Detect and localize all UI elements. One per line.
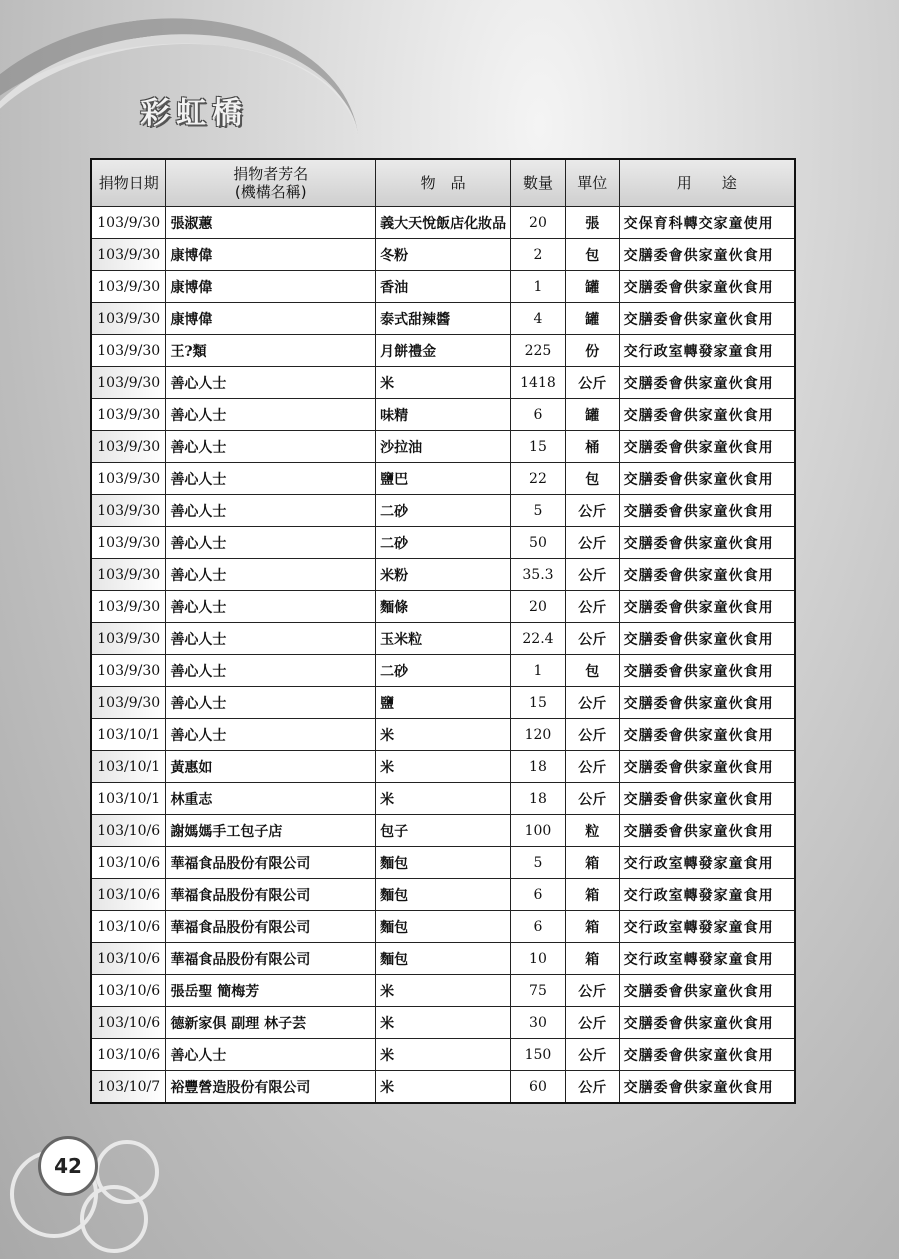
cell-item: 米 — [376, 367, 511, 399]
cell-item: 米粉 — [376, 559, 511, 591]
cell-qty: 1 — [511, 655, 566, 687]
cell-qty: 20 — [511, 207, 566, 239]
table-row — [91, 303, 795, 335]
cell-donor: 善心人士 — [166, 367, 376, 399]
table-row — [91, 623, 795, 655]
cell-donor: 康博偉 — [166, 239, 376, 271]
table-row — [91, 367, 795, 399]
cell-unit: 公斤 — [565, 591, 619, 623]
cell-item: 麵包 — [376, 943, 511, 975]
cell-unit: 公斤 — [565, 1071, 619, 1104]
cell-use: 交行政室轉發家童食用 — [619, 943, 795, 975]
cell-qty: 15 — [511, 431, 566, 463]
cell-date: 103/9/30 — [91, 303, 166, 335]
cell-item: 冬粉 — [376, 239, 511, 271]
cell-qty: 35.3 — [511, 559, 566, 591]
cell-use: 交膳委會供家童伙食用 — [619, 719, 795, 751]
cell-unit: 公斤 — [565, 719, 619, 751]
cell-use: 交膳委會供家童伙食用 — [619, 463, 795, 495]
cell-qty: 22.4 — [511, 623, 566, 655]
table-row — [91, 399, 795, 431]
cell-qty: 10 — [511, 943, 566, 975]
cell-qty: 5 — [511, 847, 566, 879]
cell-date: 103/10/6 — [91, 975, 166, 1007]
cell-unit: 公斤 — [565, 751, 619, 783]
cell-unit: 公斤 — [565, 495, 619, 527]
cell-qty: 225 — [511, 335, 566, 367]
cell-use: 交膳委會供家童伙食用 — [619, 399, 795, 431]
cell-unit: 份 — [565, 335, 619, 367]
cell-unit: 公斤 — [565, 1039, 619, 1071]
cell-use: 交膳委會供家童伙食用 — [619, 1071, 795, 1104]
cell-use: 交行政室轉發家童食用 — [619, 911, 795, 943]
cell-item: 米 — [376, 1039, 511, 1071]
cell-qty: 20 — [511, 591, 566, 623]
cell-item: 麵包 — [376, 879, 511, 911]
cell-use: 交膳委會供家童伙食用 — [619, 687, 795, 719]
cell-date: 103/9/30 — [91, 463, 166, 495]
cell-donor: 善心人士 — [166, 1039, 376, 1071]
cell-item: 麵包 — [376, 847, 511, 879]
cell-item: 玉米粒 — [376, 623, 511, 655]
cell-use: 交膳委會供家童伙食用 — [619, 367, 795, 399]
cell-item: 米 — [376, 751, 511, 783]
cell-unit: 公斤 — [565, 687, 619, 719]
cell-unit: 公斤 — [565, 623, 619, 655]
cell-item: 香油 — [376, 271, 511, 303]
cell-qty: 6 — [511, 911, 566, 943]
cell-unit: 公斤 — [565, 559, 619, 591]
cell-item: 泰式甜辣醬 — [376, 303, 511, 335]
cell-donor: 黃惠如 — [166, 751, 376, 783]
cell-donor: 善心人士 — [166, 719, 376, 751]
cell-donor: 善心人士 — [166, 399, 376, 431]
cell-date: 103/10/6 — [91, 1039, 166, 1071]
cell-date: 103/10/1 — [91, 783, 166, 815]
cell-donor: 善心人士 — [166, 527, 376, 559]
cell-item: 二砂 — [376, 655, 511, 687]
cell-donor: 康博偉 — [166, 303, 376, 335]
cell-item: 義大天悅飯店化妝品 — [376, 207, 511, 239]
cell-use: 交膳委會供家童伙食用 — [619, 495, 795, 527]
header-donor-line1: 捐物者芳名 — [233, 165, 309, 183]
table-row — [91, 719, 795, 751]
cell-item: 月餅禮金 — [376, 335, 511, 367]
cell-use: 交膳委會供家童伙食用 — [619, 783, 795, 815]
cell-date: 103/9/30 — [91, 559, 166, 591]
cell-unit: 箱 — [565, 943, 619, 975]
cell-qty: 5 — [511, 495, 566, 527]
header-date: 捐物日期 — [91, 159, 166, 207]
cell-date: 103/9/30 — [91, 495, 166, 527]
header-item: 物 品 — [376, 159, 511, 207]
cell-donor: 善心人士 — [166, 655, 376, 687]
cell-unit: 罐 — [565, 399, 619, 431]
cell-date: 103/9/30 — [91, 623, 166, 655]
table-row — [91, 687, 795, 719]
cell-date: 103/9/30 — [91, 239, 166, 271]
cell-donor: 善心人士 — [166, 495, 376, 527]
cell-use: 交膳委會供家童伙食用 — [619, 655, 795, 687]
cell-use: 交膳委會供家童伙食用 — [619, 559, 795, 591]
cell-donor: 善心人士 — [166, 687, 376, 719]
cell-use: 交行政室轉發家童食用 — [619, 847, 795, 879]
cell-qty: 50 — [511, 527, 566, 559]
table-row — [91, 815, 795, 847]
cell-unit: 公斤 — [565, 367, 619, 399]
cell-use: 交膳委會供家童伙食用 — [619, 591, 795, 623]
cell-unit: 罐 — [565, 271, 619, 303]
cell-item: 鹽 — [376, 687, 511, 719]
header-qty: 數量 — [511, 159, 566, 207]
cell-use: 交膳委會供家童伙食用 — [619, 271, 795, 303]
cell-use: 交行政室轉發家童食用 — [619, 879, 795, 911]
cell-use: 交行政室轉發家童食用 — [619, 335, 795, 367]
table-row — [91, 431, 795, 463]
cell-date: 103/10/1 — [91, 719, 166, 751]
cell-item: 沙拉油 — [376, 431, 511, 463]
cell-unit: 公斤 — [565, 527, 619, 559]
cell-donor: 善心人士 — [166, 463, 376, 495]
cell-date: 103/10/1 — [91, 751, 166, 783]
cell-qty: 6 — [511, 399, 566, 431]
cell-date: 103/10/6 — [91, 943, 166, 975]
cell-qty: 100 — [511, 815, 566, 847]
header-unit: 單位 — [565, 159, 619, 207]
cell-donor: 華福食品股份有限公司 — [166, 879, 376, 911]
cell-use: 交膳委會供家童伙食用 — [619, 303, 795, 335]
table-row — [91, 495, 795, 527]
cell-unit: 粒 — [565, 815, 619, 847]
cell-donor: 林重志 — [166, 783, 376, 815]
table-row — [91, 847, 795, 879]
cell-donor: 善心人士 — [166, 431, 376, 463]
cell-date: 103/9/30 — [91, 367, 166, 399]
table-row — [91, 335, 795, 367]
cell-use: 交膳委會供家童伙食用 — [619, 1007, 795, 1039]
cell-qty: 15 — [511, 687, 566, 719]
cell-donor: 善心人士 — [166, 591, 376, 623]
table-row — [91, 1007, 795, 1039]
table-row — [91, 207, 795, 239]
cell-qty: 2 — [511, 239, 566, 271]
cell-use: 交膳委會供家童伙食用 — [619, 623, 795, 655]
cell-item: 味精 — [376, 399, 511, 431]
cell-donor: 王?類 — [166, 335, 376, 367]
cell-unit: 公斤 — [565, 783, 619, 815]
cell-item: 二砂 — [376, 495, 511, 527]
cell-date: 103/9/30 — [91, 687, 166, 719]
cell-donor: 康博偉 — [166, 271, 376, 303]
header-donor-line2: (機構名稱) — [234, 183, 307, 201]
cell-date: 103/9/30 — [91, 655, 166, 687]
table-row — [91, 239, 795, 271]
cell-date: 103/10/6 — [91, 911, 166, 943]
cell-unit: 箱 — [565, 879, 619, 911]
cell-item: 米 — [376, 1071, 511, 1104]
decorative-circle — [80, 1185, 148, 1253]
cell-use: 交膳委會供家童伙食用 — [619, 975, 795, 1007]
cell-qty: 30 — [511, 1007, 566, 1039]
table-header-row — [91, 159, 795, 207]
cell-donor: 謝媽媽手工包子店 — [166, 815, 376, 847]
table-row — [91, 1039, 795, 1071]
cell-item: 鹽巴 — [376, 463, 511, 495]
cell-donor: 張岳聖 簡梅芳 — [166, 975, 376, 1007]
cell-donor: 華福食品股份有限公司 — [166, 943, 376, 975]
cell-unit: 包 — [565, 655, 619, 687]
cell-item: 米 — [376, 783, 511, 815]
donation-table — [90, 158, 796, 1104]
cell-item: 麵條 — [376, 591, 511, 623]
table-row — [91, 943, 795, 975]
table-row — [91, 271, 795, 303]
cell-item: 米 — [376, 1007, 511, 1039]
cell-unit: 箱 — [565, 911, 619, 943]
cell-use: 交膳委會供家童伙食用 — [619, 751, 795, 783]
table-row — [91, 783, 795, 815]
cell-donor: 張淑蕙 — [166, 207, 376, 239]
cell-donor: 華福食品股份有限公司 — [166, 911, 376, 943]
cell-qty: 18 — [511, 751, 566, 783]
cell-qty: 1418 — [511, 367, 566, 399]
cell-qty: 60 — [511, 1071, 566, 1104]
table-row — [91, 751, 795, 783]
cell-item: 二砂 — [376, 527, 511, 559]
cell-use: 交保育科轉交家童使用 — [619, 207, 795, 239]
cell-unit: 公斤 — [565, 975, 619, 1007]
cell-date: 103/9/30 — [91, 271, 166, 303]
page-number: 42 — [38, 1136, 98, 1196]
cell-use: 交膳委會供家童伙食用 — [619, 431, 795, 463]
cell-item: 麵包 — [376, 911, 511, 943]
cell-date: 103/9/30 — [91, 399, 166, 431]
cell-item: 米 — [376, 975, 511, 1007]
cell-date: 103/9/30 — [91, 335, 166, 367]
cell-unit: 罐 — [565, 303, 619, 335]
cell-donor: 善心人士 — [166, 623, 376, 655]
cell-unit: 包 — [565, 463, 619, 495]
cell-use: 交膳委會供家童伙食用 — [619, 527, 795, 559]
cell-donor: 裕豐營造股份有限公司 — [166, 1071, 376, 1104]
cell-item: 米 — [376, 719, 511, 751]
cell-qty: 120 — [511, 719, 566, 751]
table-row — [91, 911, 795, 943]
cell-donor: 善心人士 — [166, 559, 376, 591]
cell-use: 交膳委會供家童伙食用 — [619, 815, 795, 847]
cell-qty: 4 — [511, 303, 566, 335]
cell-qty: 1 — [511, 271, 566, 303]
cell-qty: 18 — [511, 783, 566, 815]
table-row — [91, 527, 795, 559]
cell-qty: 150 — [511, 1039, 566, 1071]
table-row — [91, 975, 795, 1007]
table-row — [91, 1071, 795, 1104]
cell-item: 包子 — [376, 815, 511, 847]
header-use: 用 途 — [619, 159, 795, 207]
table-row — [91, 559, 795, 591]
cell-date: 103/10/7 — [91, 1071, 166, 1104]
cell-date: 103/10/6 — [91, 879, 166, 911]
cell-date: 103/9/30 — [91, 591, 166, 623]
cell-qty: 75 — [511, 975, 566, 1007]
header-donor — [166, 159, 376, 207]
cell-donor: 華福食品股份有限公司 — [166, 847, 376, 879]
cell-qty: 6 — [511, 879, 566, 911]
table-row — [91, 655, 795, 687]
cell-date: 103/10/6 — [91, 815, 166, 847]
cell-date: 103/10/6 — [91, 1007, 166, 1039]
cell-unit: 公斤 — [565, 1007, 619, 1039]
section-title: 彩虹橋 — [140, 96, 248, 131]
cell-date: 103/9/30 — [91, 431, 166, 463]
cell-date: 103/9/30 — [91, 207, 166, 239]
cell-use: 交膳委會供家童伙食用 — [619, 239, 795, 271]
cell-date: 103/9/30 — [91, 527, 166, 559]
table-row — [91, 591, 795, 623]
cell-unit: 箱 — [565, 847, 619, 879]
table-row — [91, 463, 795, 495]
cell-unit: 桶 — [565, 431, 619, 463]
cell-donor: 德新家俱 副理 林子芸 — [166, 1007, 376, 1039]
cell-date: 103/10/6 — [91, 847, 166, 879]
cell-unit: 張 — [565, 207, 619, 239]
cell-unit: 包 — [565, 239, 619, 271]
cell-use: 交膳委會供家童伙食用 — [619, 1039, 795, 1071]
table-row — [91, 879, 795, 911]
cell-qty: 22 — [511, 463, 566, 495]
table-body — [91, 207, 795, 1104]
